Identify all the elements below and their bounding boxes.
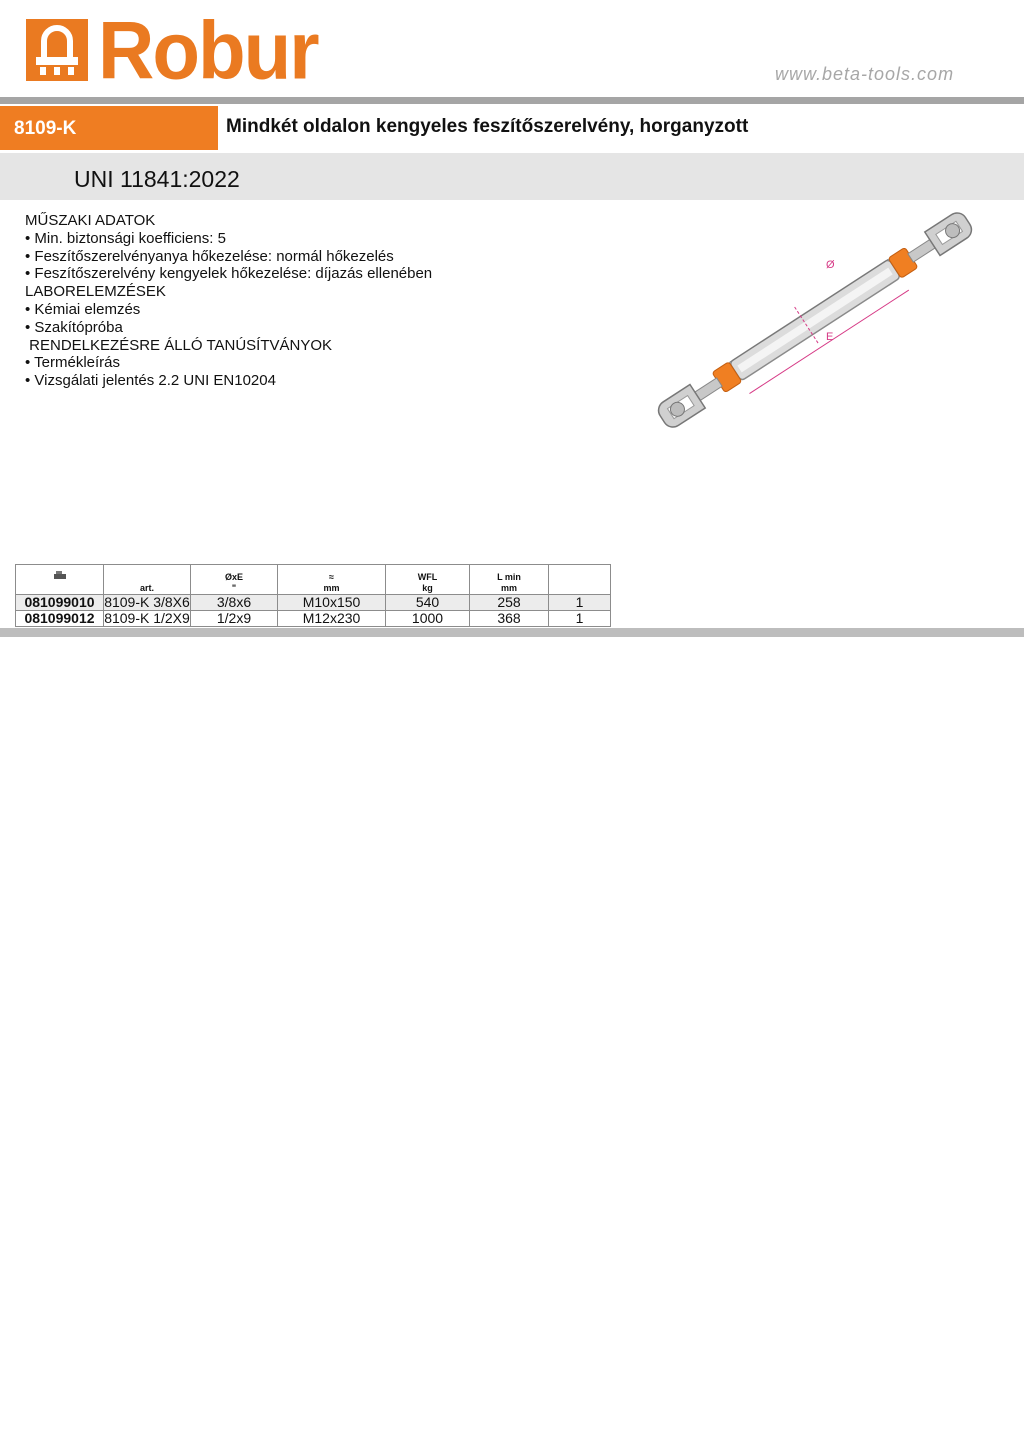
table-row: [16, 611, 611, 627]
package-icon: [53, 570, 67, 580]
product-standard: UNI 11841:2022: [74, 166, 240, 192]
spec-item: • Min. biztonsági koefficiens: 5: [25, 229, 226, 247]
spec-heading-certificates: RENDELKEZÉSRE ÁLLÓ TANÚSÍTVÁNYOK: [25, 336, 333, 354]
spec-heading-technical: MŰSZAKI ADATOK: [25, 212, 156, 229]
product-code: 8109-K: [14, 118, 77, 139]
table-header-row: [16, 565, 611, 595]
size-cell: 3/8x6: [191, 595, 278, 611]
qty-cell: 1: [549, 595, 611, 611]
order-code-cell: 081099012: [16, 611, 104, 627]
footer-divider: [0, 628, 1024, 637]
spec-heading-lab: LABORELEMZÉSEK: [25, 283, 166, 301]
spec-item: • Szakítópróba: [25, 318, 123, 336]
table-header-thread: ≈ mm: [278, 565, 386, 595]
spec-item: • Termékleírás: [25, 354, 121, 372]
size-cell: 1/2x9: [191, 611, 278, 627]
thread-cell: M12x230: [278, 611, 386, 627]
qty-cell: 1: [549, 611, 611, 627]
website-url[interactable]: www.beta-tools.com: [775, 64, 955, 84]
thread-cell: M10x150: [278, 595, 386, 611]
product-table: [15, 564, 611, 627]
article-cell: 8109-K 1/2X9: [104, 610, 190, 626]
spec-list: [25, 212, 432, 390]
wfl-cell: 1000: [386, 611, 470, 627]
table-header-lmin: L min mm: [470, 565, 549, 595]
table-header-qty: [549, 565, 611, 595]
spec-item: • Kémiai elemzés: [25, 300, 141, 318]
spec-item: • Feszítőszerelvényanya hőkezelése: normál hőkezelés: [25, 247, 394, 265]
product-title: Mindkét oldalon kengyeles feszítőszerelvény, horganyzott: [226, 116, 749, 137]
table-header-wfl: WFL kg: [386, 565, 470, 595]
lmin-cell: 368: [470, 611, 549, 627]
brand-name: Robur: [98, 3, 318, 97]
table-header-package: [16, 565, 104, 595]
table-row: [16, 595, 611, 611]
header-divider: [0, 97, 1024, 104]
turnbuckle-image: [640, 200, 990, 440]
order-code-cell: 081099010: [16, 595, 104, 611]
brand-logo: [26, 3, 318, 97]
table-header-size: ØxE ": [191, 565, 278, 595]
table-header-art: art.: [104, 565, 191, 595]
wfl-cell: 540: [386, 595, 470, 611]
length-label: E: [826, 331, 834, 343]
diameter-label: Ø: [826, 259, 835, 271]
robur-shackle-icon: [26, 19, 88, 81]
article-cell: 8109-K 3/8X6: [104, 594, 190, 610]
spec-item: • Feszítőszerelvény kengyelek hőkezelése: díjazás ellenében: [25, 265, 433, 283]
spec-item: • Vizsgálati jelentés 2.2 UNI EN10204: [25, 372, 276, 390]
product-code-box: [0, 106, 218, 150]
lmin-cell: 258: [470, 595, 549, 611]
